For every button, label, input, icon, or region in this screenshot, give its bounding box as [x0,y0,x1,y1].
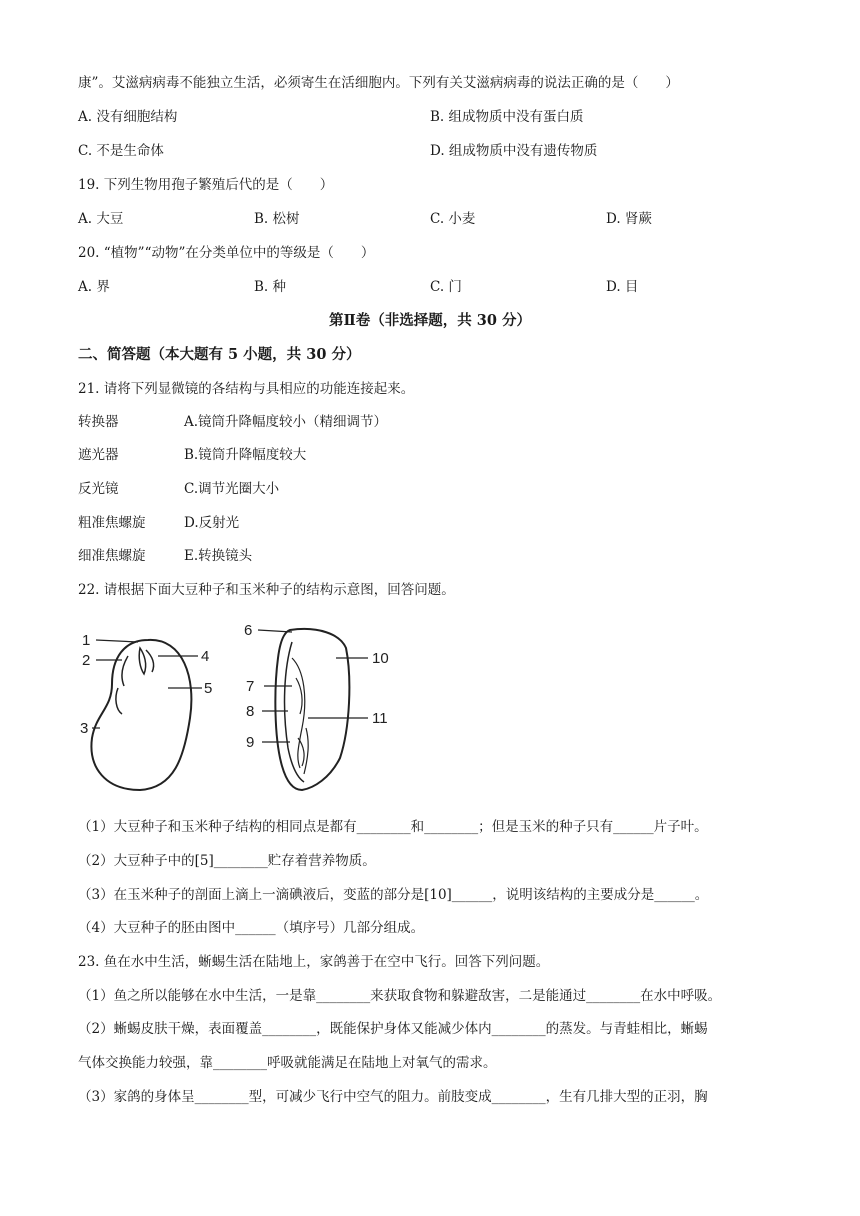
q22-stem: 22. 请根据下面大豆种子和玉米种子的结构示意图，回答问题。 [78,582,455,598]
q23-sub-2: （2）蜥蜴皮肤干燥，表面覆盖________，既能保护身体又能减少体内________的蒸发。与青蛙相比，蜥蜴 [78,1021,708,1037]
q23-stem: 23. 鱼在水中生活，蜥蜴生活在陆地上，家鸽善于在空中飞行。回答下列问题。 [78,954,550,970]
q20-option-d: D. 目 [606,279,639,295]
q19-option-d: D. 肾蕨 [606,211,652,227]
q23-sub-2-cont: 气体交换能力较强，靠________呼吸就能满足在陆地上对氧气的需求。 [78,1055,497,1071]
label-2: 2 [82,652,91,669]
q18-option-a: A. 没有细胞结构 [78,109,178,125]
q20-option-a: A. 界 [78,279,110,295]
q20-option-b: B. 种 [254,279,287,295]
q21-part-1: 转换器 [78,414,119,430]
q22-sub-4: （4）大豆种子的胚由图中______（填序号）几部分组成。 [78,920,425,936]
q22-sub-3: （3）在玉米种子的剖面上滴上一滴碘液后，变蓝的部分是[10]______，说明该结构的主要成分是______。 [78,887,709,903]
q18-option-d: D. 组成物质中没有遗传物质 [430,143,598,159]
section2-title: 二、简答题（本大题有 5 小题，共 30 分） [78,346,361,363]
q21-func-1: A.镜筒升降幅度较小（精细调节） [184,414,388,430]
label-8: 8 [246,703,255,720]
label-1: 1 [82,632,91,649]
corn-seed-drawing [275,629,349,790]
q18-option-b: B. 组成物质中没有蛋白质 [430,109,584,125]
soybean-seed-drawing [91,640,191,790]
q21-part-3: 反光镜 [78,481,119,497]
q21-part-4: 粗准焦螺旋 [78,515,146,531]
q18-option-c: C. 不是生命体 [78,143,164,159]
label-3: 3 [80,720,89,737]
corn-leader-lines [258,630,368,742]
q21-stem: 21. 请将下列显微镜的各结构与具相应的功能连接起来。 [78,381,415,397]
q23-sub-1: （1）鱼之所以能够在水中生活，一是靠________来获取食物和躲避敌害，二是能通过________在水中呼吸。 [78,988,722,1004]
q19-option-b: B. 松树 [254,211,300,227]
q20-stem: 20. “植物”“动物”在分类单位中的等级是（ ） [78,245,375,261]
label-4: 4 [201,648,210,665]
q19-option-a: A. 大豆 [78,211,124,227]
q21-func-4: D.反射光 [184,515,240,531]
q18-stem-tail: 康”。艾滋病病毒不能独立生活，必须寄生在活细胞内。下列有关艾滋病病毒的说法正确的是（ ） [78,75,679,91]
q21-func-2: B.镜筒升降幅度较大 [184,447,307,463]
label-11: 11 [372,710,388,727]
label-5: 5 [204,680,213,697]
q19-stem: 19. 下列生物用孢子繁殖后代的是（ ） [78,177,334,193]
soybean-labels [80,632,212,737]
q21-part-2: 遮光器 [78,447,119,463]
q20-option-c: C. 门 [430,279,462,295]
q22-sub-1: （1）大豆种子和玉米种子结构的相同点是都有________和________；但是玉米的种子只有______片子叶。 [78,819,708,835]
seed-diagram-svg [78,618,418,798]
label-10: 10 [372,650,389,667]
q21-func-5: E.转换镜头 [184,548,253,564]
q21-part-5: 细准焦螺旋 [78,548,146,564]
seed-structure-figure [78,618,418,798]
q19-option-c: C. 小麦 [430,211,476,227]
q22-sub-2: （2）大豆种子中的[5]________贮存着营养物质。 [78,853,376,869]
part2-title: 第Ⅱ卷（非选择题，共 30 分） [329,312,531,329]
label-7: 7 [246,678,255,695]
soybean-leader-lines [92,640,202,728]
label-9: 9 [246,734,255,751]
q23-sub-3: （3）家鸽的身体呈________型，可减少飞行中空气的阻力。前肢变成________，生有几排大型的正羽，胸 [78,1089,708,1105]
label-6: 6 [244,622,253,639]
q21-func-3: C.调节光圈大小 [184,481,280,497]
